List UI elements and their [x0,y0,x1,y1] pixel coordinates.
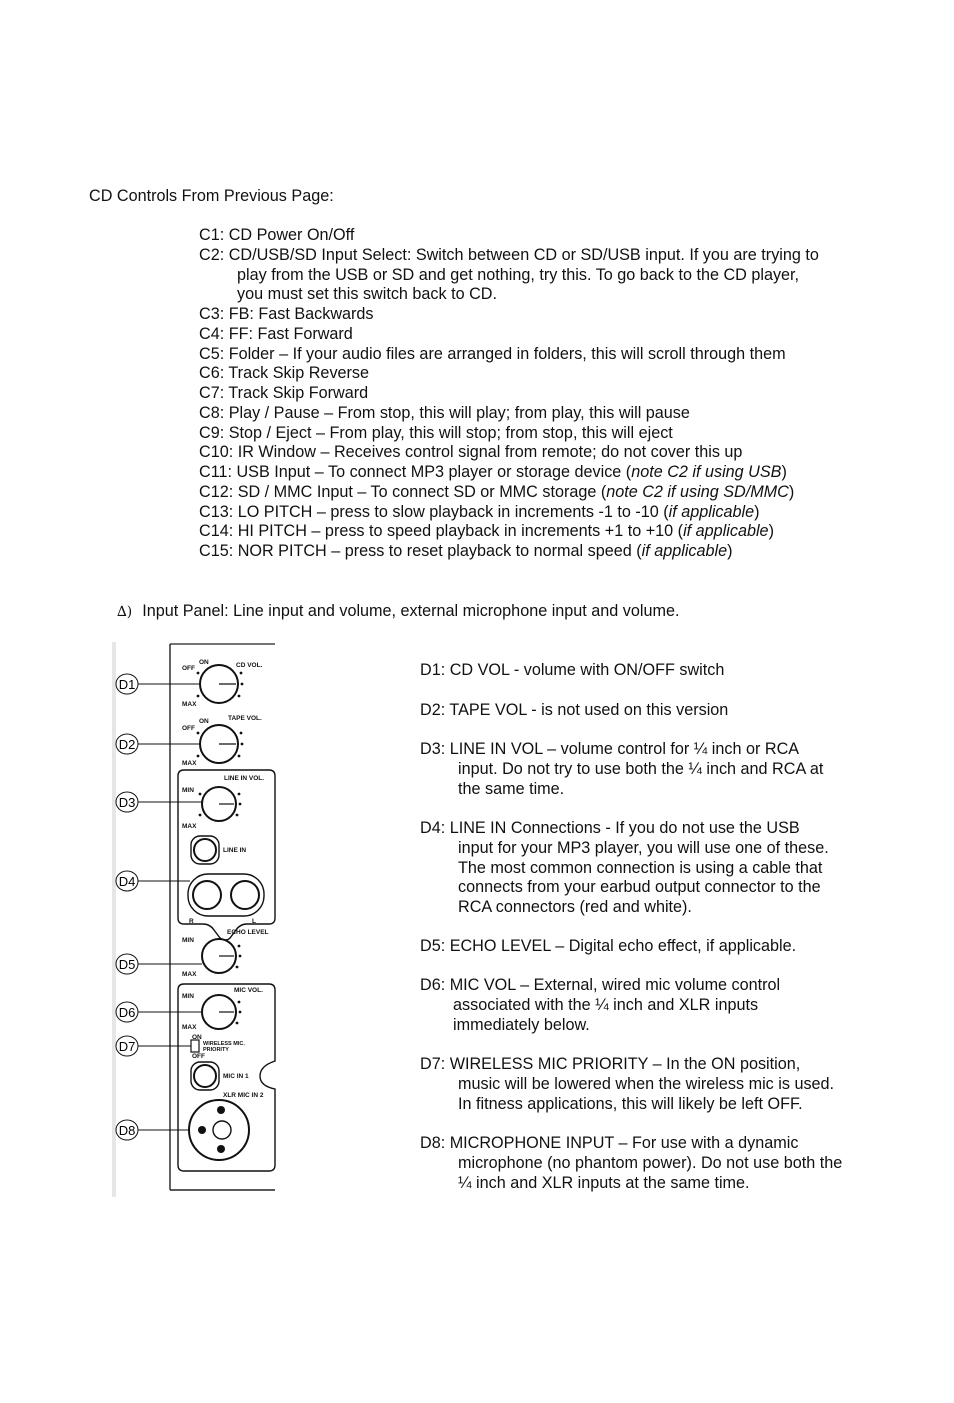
xlr-mic-in-2-label: XLR MIC IN 2 [223,1092,264,1099]
wireless-label-line1: WIRELESS MIC. [203,1041,245,1047]
mic-in-1-label: MIC IN 1 [223,1073,249,1080]
description-line: The most common connection is using a cable that [458,858,823,877]
description-d7 [420,1055,834,1114]
mic-in-1-jack [191,1062,219,1090]
line-text: ) [754,502,760,521]
d2-on-label: ON [199,718,209,725]
cd-controls-list [199,226,899,562]
section-text: Input Panel: Line input and volume, external microphone input and volume. [142,602,680,620]
callout-d4-label: D4 [118,874,136,889]
line-text: C8: Play / Pause – From stop, this will play; from play, this will pause [199,403,690,422]
cd-control-line [199,226,899,246]
line-text: C12: SD / MMC Input – To connect SD or MMC storage ( [199,482,607,501]
page-heading: CD Controls From Previous Page: [89,187,334,205]
callout-d2 [116,734,138,754]
callout-d7 [116,1036,138,1056]
cd-control-line [199,483,899,503]
description-d5 [420,937,796,957]
description-line: D6: MIC VOL – External, wired mic volume control [420,976,781,994]
line-text: C10: IR Window – Receives control signal from remote; do not cover this up [199,443,743,462]
rca-l-label: L [252,918,256,925]
d2-max-label: MAX [182,760,197,767]
italic-note: note C2 if using SD/MMC [606,482,789,501]
callout-d3 [116,792,138,812]
line-text: C14: HI PITCH – press to speed playback in increments +1 to +10 ( [199,522,684,541]
description-line: input. Do not try to use both the ¼ inch and RCA at [458,759,824,778]
d3-max-label: MAX [182,823,197,830]
line-text: C3: FB: Fast Backwards [199,305,374,323]
description-d6 [420,976,780,1035]
callout-d7-label: D7 [118,1039,136,1054]
cd-control-line [199,285,899,305]
rca-r-label: R [189,918,194,925]
description-line: microphone (no phantom power). Do not use both the [458,1153,843,1172]
callout-d8-label: D8 [118,1123,136,1138]
xlr-connector [189,1100,249,1160]
description-d3 [420,740,823,799]
section-heading [117,602,679,621]
d6-min-label: MIN [182,993,194,1000]
cd-control-line [199,424,899,444]
description-d8 [420,1134,842,1193]
description-line: music will be lowered when the wireless mic is used. [458,1074,835,1093]
line-in-quarter-inch-jack [191,836,219,864]
mic-vol-label: MIC VOL. [234,987,263,994]
italic-note: note C2 if using USB [631,463,782,481]
line-text: ) [768,522,774,541]
d1-off-label: OFF [182,665,195,672]
italic-note: if applicable [641,542,728,560]
d7-off-label: OFF [192,1053,205,1060]
callout-d6-label: D6 [118,1005,136,1020]
d2-off-label: OFF [182,725,195,732]
line-text: C5: Folder – If your audio files are arranged in folders, this will scroll through them [199,344,786,363]
d5-max-label: MAX [182,971,197,978]
line-text: C9: Stop / Eject – From play, this will stop; from stop, this will eject [199,423,673,442]
description-line: ¼ inch and XLR inputs at the same time. [458,1173,750,1192]
line-text: you must set this switch back to CD. [237,285,497,304]
line-text: play from the USB or SD and get nothing, try this. To go back to the CD player, [237,265,800,284]
rca-jacks [188,874,264,916]
d5-min-label: MIN [182,937,194,944]
cd-control-line [199,384,899,404]
cd-control-line [199,542,899,562]
cd-vol-label: CD VOL. [236,662,263,669]
d6-max-label: MAX [182,1024,197,1031]
description-line: D7: WIRELESS MIC PRIORITY – In the ON position, [420,1055,801,1073]
callout-d1 [116,674,138,694]
callout-d4 [116,871,138,891]
callout-d2-label: D2 [118,737,136,752]
d1-max-label: MAX [182,701,197,708]
cd-control-line [199,266,899,286]
line-text: C11: USB Input – To connect MP3 player or storage device ( [199,463,632,481]
cd-control-line [199,463,899,483]
description-line: associated with the ¼ inch and XLR inputs [453,995,759,1014]
cd-control-line [199,246,899,266]
cd-control-line [199,443,899,463]
line-text: C1: CD Power On/Off [199,226,355,244]
delta-symbol: ∆) [117,604,133,620]
cd-control-line [199,404,899,424]
line-text: C15: NOR PITCH – press to reset playback to normal speed ( [199,542,642,560]
description-line: In fitness applications, this will likely be left OFF. [458,1094,803,1113]
callout-d5-label: D5 [118,957,136,972]
line-text: ) [727,542,733,560]
description-line: input for your MP3 player, you will use one of these. [458,838,829,857]
description-d2 [420,701,728,721]
description-line: D1: CD VOL - volume with ON/OFF switch [420,661,725,679]
line-text: C13: LO PITCH – press to slow playback in increments -1 to -10 ( [199,502,669,521]
description-line: D4: LINE IN Connections - If you do not use the USB [420,819,800,837]
line-text: ) [788,482,795,501]
line-in-label: LINE IN [223,847,247,854]
line-text: C7: Track Skip Forward [199,384,369,402]
description-line: D8: MICROPHONE INPUT – For use with a dynamic [420,1134,799,1152]
echo-level-label: ECHO LEVEL [227,929,269,936]
panel-shadow-strip [112,642,116,1197]
description-d4 [420,819,829,918]
line-text: ) [781,463,787,481]
cd-control-line [199,364,899,384]
cd-control-line [199,325,899,345]
italic-note: if applicable [668,502,755,521]
line-in-vol-label: LINE IN VOL. [224,775,265,782]
cd-control-line [199,522,899,542]
wireless-label-line2: PRIORITY [203,1047,229,1053]
d3-min-label: MIN [182,787,194,794]
callout-d3-label: D3 [118,795,136,810]
cd-control-line [199,503,899,523]
d7-on-label: ON [192,1034,202,1041]
input-panel-diagram [112,642,282,1197]
line-text: C4: FF: Fast Forward [199,324,353,343]
description-line: D2: TAPE VOL - is not used on this version [420,701,729,719]
description-line: the same time. [458,779,565,798]
d1-on-label: ON [199,659,209,666]
cd-control-line [199,305,899,325]
callout-d6 [116,1002,138,1022]
description-d1 [420,661,724,681]
description-line: RCA connectors (red and white). [458,898,692,916]
callout-d8 [116,1120,138,1140]
cd-control-line [199,345,899,365]
line-text: C2: CD/USB/SD Input Select: Switch between CD or SD/USB input. If you are trying to [199,245,819,264]
italic-note: if applicable [683,522,769,541]
line-text: C6: Track Skip Reverse [199,364,370,383]
description-line: D5: ECHO LEVEL – Digital echo effect, if applicable. [420,937,797,955]
callout-d5 [116,954,138,974]
callout-d1-label: D1 [118,677,136,692]
tape-vol-label: TAPE VOL. [228,715,262,722]
description-line: immediately below. [453,1015,590,1034]
wireless-priority-switch [191,1040,199,1052]
description-line: D3: LINE IN VOL – volume control for ¼ inch or RCA [420,740,800,758]
description-line: connects from your earbud output connector to the [458,878,821,897]
